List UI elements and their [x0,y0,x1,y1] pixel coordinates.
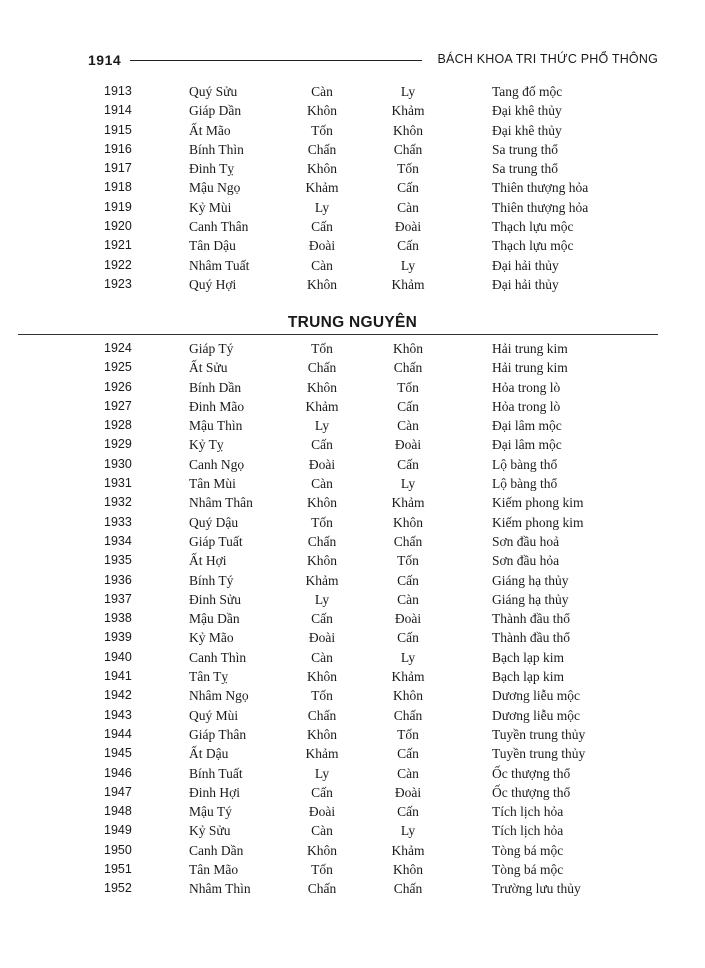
year-cell: 1939 [104,630,132,645]
element-cell: Bạch lạp kim [492,669,564,685]
table-row [0,669,705,688]
trigram-cell-b: Ly [400,84,416,99]
can-chi-cell: Kỷ Sửu [189,823,231,839]
trigram-cell-b: Cấn [397,630,419,646]
trigram-cell-a: Tốn [311,341,333,356]
element-cell: Trường lưu thủy [492,881,581,897]
year-cell: 1931 [104,476,132,491]
element-cell: Ốc thượng thổ [492,784,571,800]
can-chi-cell: Canh Thìn [189,649,247,665]
trigram-cell-a: Khôn [307,726,337,742]
trigram-cell-a: Chấn [307,707,337,723]
can-chi-cell: Ất Mão [189,122,231,138]
trigram-cell-a: Càn [311,649,333,665]
trigram-cell-b: Ly [400,649,416,665]
table-row [0,727,705,746]
trigram-cell-b: Chấn [393,707,423,723]
trigram-cell-b: Khôn [393,862,423,878]
can-chi-cell: Quý Sửu [189,84,238,99]
trigram-cell-b: Cấn [397,180,419,196]
can-chi-cell: Canh Ngọ [189,456,245,472]
table-row [0,437,705,456]
year-cell: 1929 [104,437,132,452]
trigram-cell-a: Khôn [307,276,337,292]
trigram-cell-a: Cấn [311,784,333,800]
trigram-cell-b: Khảm [391,842,425,858]
trigram-cell-b: Tốn [397,726,419,742]
table-row [0,142,705,161]
element-cell: Bạch lạp kim [492,649,564,665]
table-row [0,630,705,649]
trigram-cell-a: Chấn [307,533,337,549]
year-cell: 1949 [104,823,132,838]
year-cell: 1914 [104,103,132,118]
can-chi-cell: Nhâm Tuất [189,257,250,273]
table-row [0,650,705,669]
table-row [0,534,705,553]
trigram-cell-a: Khôn [307,669,337,685]
can-chi-cell: Ất Dậu [189,746,229,762]
year-cell: 1932 [104,495,132,510]
element-cell: Hỏa trong lò [492,398,561,414]
can-chi-cell: Nhâm Ngọ [189,688,249,704]
trigram-cell-b: Ly [400,476,416,492]
table-row [0,457,705,476]
trigram-cell-a: Tốn [311,514,333,530]
table-row [0,495,705,514]
element-cell: Thiên thượng hỏa [492,199,589,215]
trigram-cell-b: Ly [400,257,416,273]
trigram-cell-a: Ly [314,591,330,607]
trigram-cell-a: Tốn [311,862,333,878]
trigram-cell-b: Chấn [393,533,423,549]
table-row [0,399,705,418]
year-cell: 1944 [104,726,132,741]
trigram-cell-b: Khôn [393,688,423,704]
element-cell: Tuyền trung thủy [492,746,586,762]
trigram-cell-b: Đoài [394,784,422,800]
year-cell: 1937 [104,591,132,606]
trigram-cell-a: Chấn [307,360,337,376]
trigram-cell-a: Đoài [308,456,336,472]
can-chi-cell: Quý Mùi [189,707,239,723]
element-cell: Đại hải thủy [492,276,559,292]
trigram-cell-b: Khảm [391,276,425,292]
can-chi-cell: Kỷ Mùi [189,199,232,215]
year-cell: 1918 [104,180,132,195]
can-chi-cell: Ất Hợi [189,553,227,569]
table-row [0,360,705,379]
element-cell: Hải trung kim [492,360,568,376]
element-cell: Thành đầu thổ [492,611,570,627]
table-row [0,766,705,785]
trigram-cell-a: Đoài [308,238,336,254]
can-chi-cell: Bính Tý [189,572,234,588]
page-header [88,50,658,70]
trigram-cell-b: Khôn [393,122,423,138]
year-cell: 1924 [104,341,132,355]
trigram-cell-a: Khảm [305,398,339,414]
year-cell: 1952 [104,881,132,896]
table-row [0,238,705,257]
trigram-cell-a: Cấn [311,437,333,453]
trigram-cell-b: Càn [397,199,419,215]
year-cell: 1926 [104,379,132,394]
trigram-cell-a: Chấn [307,881,337,897]
element-cell: Đại khê thủy [492,122,562,138]
element-cell: Tang đố mộc [492,84,563,99]
year-cell: 1943 [104,707,132,722]
trigram-cell-a: Cấn [311,611,333,627]
book-title: BÁCH KHOA TRI THỨC PHỔ THÔNG [437,52,658,66]
table-row [0,573,705,592]
trigram-cell-b: Tốn [397,161,419,177]
element-cell: Đại lâm mộc [492,437,562,453]
trigram-cell-a: Khảm [305,746,339,762]
can-chi-cell: Mậu Tý [189,804,232,820]
trigram-cell-b: Cấn [397,572,419,588]
trigram-cell-b: Khảm [391,669,425,685]
trigram-cell-a: Càn [311,823,333,839]
can-chi-cell: Đinh Mão [189,398,245,414]
year-cell: 1917 [104,161,132,176]
trigram-cell-b: Càn [397,591,419,607]
trigram-cell-a: Càn [311,257,333,273]
table-row [0,611,705,630]
year-cell: 1927 [104,398,132,413]
trigram-cell-a: Tốn [311,688,333,704]
page-number: 1914 [88,52,122,68]
table-row [0,258,705,277]
trigram-cell-a: Khôn [307,495,337,511]
element-cell: Lộ bàng thổ [492,476,558,492]
upper-table [0,84,705,296]
trigram-cell-a: Ly [314,199,330,215]
can-chi-cell: Đinh Sửu [189,591,241,607]
trigram-cell-a: Tốn [311,122,333,138]
trigram-cell-b: Chấn [393,881,423,897]
can-chi-cell: Tân Tỵ [189,669,229,685]
trigram-cell-a: Khôn [307,842,337,858]
trigram-cell-b: Cấn [397,398,419,414]
middle-table [0,341,705,901]
trigram-cell-a: Khôn [307,379,337,395]
year-cell: 1941 [104,669,132,684]
year-cell: 1930 [104,456,132,471]
can-chi-cell: Bính Dần [189,379,242,395]
element-cell: Thành đầu thổ [492,630,570,646]
can-chi-cell: Nhâm Thân [189,495,253,511]
element-cell: Sa trung thổ [492,161,558,177]
can-chi-cell: Kỷ Mão [189,630,234,646]
trigram-cell-b: Càn [397,418,419,434]
can-chi-cell: Tân Mão [189,862,239,878]
year-cell: 1928 [104,418,132,433]
year-cell: 1935 [104,553,132,568]
table-row [0,200,705,219]
table-row [0,785,705,804]
year-cell: 1942 [104,688,132,703]
year-cell: 1913 [104,84,132,98]
can-chi-cell: Giáp Tý [189,341,234,356]
trigram-cell-b: Đoài [394,437,422,453]
year-cell: 1938 [104,611,132,626]
section-title: TRUNG NGUYÊN [287,314,418,331]
trigram-cell-b: Khôn [393,514,423,530]
trigram-cell-b: Tốn [397,553,419,569]
can-chi-cell: Giáp Tuất [189,533,243,549]
element-cell: Tòng bá mộc [492,842,564,858]
can-chi-cell: Bính Tuất [189,765,243,781]
trigram-cell-a: Càn [311,84,333,99]
table-row [0,688,705,707]
can-chi-cell: Tân Dậu [189,238,236,254]
trigram-cell-a: Đoài [308,804,336,820]
year-cell: 1948 [104,804,132,819]
year-cell: 1915 [104,122,132,137]
element-cell: Giáng hạ thủy [492,572,569,588]
trigram-cell-b: Khảm [391,495,425,511]
can-chi-cell: Mậu Dần [189,611,240,627]
element-cell: Lộ bàng thổ [492,456,558,472]
trigram-cell-b: Đoài [394,219,422,235]
trigram-cell-b: Cấn [397,804,419,820]
element-cell: Tuyền trung thủy [492,726,586,742]
can-chi-cell: Giáp Thân [189,726,247,742]
element-cell: Thiên thượng hỏa [492,180,589,196]
trigram-cell-b: Chấn [393,141,423,157]
can-chi-cell: Giáp Dần [189,103,242,119]
trigram-cell-b: Khôn [393,341,423,356]
element-cell: Sơn đầu hỏa [492,553,560,569]
element-cell: Sơn đầu hoả [492,533,560,549]
element-cell: Tòng bá mộc [492,862,564,878]
table-row [0,515,705,534]
year-cell: 1946 [104,765,132,780]
trigram-cell-b: Cấn [397,238,419,254]
table-row [0,380,705,399]
element-cell: Thạch lựu mộc [492,219,574,235]
element-cell: Dương liễu mộc [492,707,580,723]
table-row [0,161,705,180]
can-chi-cell: Nhâm Thìn [189,881,251,897]
year-cell: 1945 [104,746,132,761]
trigram-cell-b: Ly [400,823,416,839]
year-cell: 1934 [104,533,132,548]
year-cell: 1940 [104,649,132,664]
table-row [0,123,705,142]
year-cell: 1920 [104,219,132,234]
can-chi-cell: Mậu Thìn [189,418,243,434]
table-row [0,180,705,199]
trigram-cell-b: Đoài [394,611,422,627]
year-cell: 1919 [104,199,132,214]
table-row [0,823,705,842]
table-row [0,862,705,881]
header-rule [130,60,422,61]
trigram-cell-a: Khảm [305,180,339,196]
trigram-cell-b: Cấn [397,746,419,762]
table-row [0,843,705,862]
trigram-cell-a: Khảm [305,572,339,588]
element-cell: Tích lịch hỏa [492,804,564,820]
year-cell: 1925 [104,360,132,375]
element-cell: Dương liễu mộc [492,688,580,704]
year-cell: 1916 [104,141,132,156]
trigram-cell-a: Càn [311,476,333,492]
element-cell: Sa trung thổ [492,141,558,157]
table-row [0,418,705,437]
trigram-cell-a: Khôn [307,553,337,569]
can-chi-cell: Canh Thân [189,219,249,235]
element-cell: Đại khê thủy [492,103,562,119]
trigram-cell-a: Cấn [311,219,333,235]
can-chi-cell: Canh Dần [189,842,244,858]
table-row [0,103,705,122]
table-row [0,804,705,823]
can-chi-cell: Quý Hợi [189,276,237,292]
element-cell: Giáng hạ thủy [492,591,569,607]
can-chi-cell: Mậu Ngọ [189,180,241,196]
trigram-cell-b: Cấn [397,456,419,472]
year-cell: 1921 [104,238,132,253]
element-cell: Hải trung kim [492,341,568,356]
section-rule [18,334,658,335]
trigram-cell-a: Ly [314,418,330,434]
can-chi-cell: Bính Thìn [189,141,244,157]
trigram-cell-b: Chấn [393,360,423,376]
trigram-cell-a: Khôn [307,161,337,177]
element-cell: Đại hải thủy [492,257,559,273]
element-cell: Kiếm phong kim [492,495,584,511]
year-cell: 1922 [104,257,132,272]
trigram-cell-b: Tốn [397,379,419,395]
year-cell: 1947 [104,784,132,799]
table-row [0,341,705,360]
trigram-cell-b: Khảm [391,103,425,119]
table-row [0,476,705,495]
can-chi-cell: Ất Sửu [189,360,228,376]
table-row [0,881,705,900]
table-row [0,746,705,765]
trigram-cell-a: Khôn [307,103,337,119]
table-row [0,553,705,572]
trigram-cell-a: Chấn [307,141,337,157]
table-row [0,84,705,103]
element-cell: Ốc thượng thổ [492,765,571,781]
table-row [0,277,705,296]
element-cell: Kiếm phong kim [492,514,584,530]
year-cell: 1951 [104,862,132,877]
element-cell: Tích lịch hỏa [492,823,564,839]
element-cell: Đại lâm mộc [492,418,562,434]
table-row [0,708,705,727]
element-cell: Hỏa trong lò [492,379,561,395]
year-cell: 1950 [104,842,132,857]
can-chi-cell: Quý Dậu [189,514,239,530]
trigram-cell-a: Ly [314,765,330,781]
trigram-cell-b: Càn [397,765,419,781]
table-row [0,219,705,238]
can-chi-cell: Đinh Tỵ [189,161,235,177]
can-chi-cell: Tân Mùi [189,476,236,492]
year-cell: 1933 [104,514,132,529]
can-chi-cell: Đinh Hợi [189,784,241,800]
year-cell: 1936 [104,572,132,587]
trigram-cell-a: Đoài [308,630,336,646]
year-cell: 1923 [104,276,132,291]
element-cell: Thạch lựu mộc [492,238,574,254]
can-chi-cell: Kỷ Tỵ [189,437,224,453]
table-row [0,592,705,611]
